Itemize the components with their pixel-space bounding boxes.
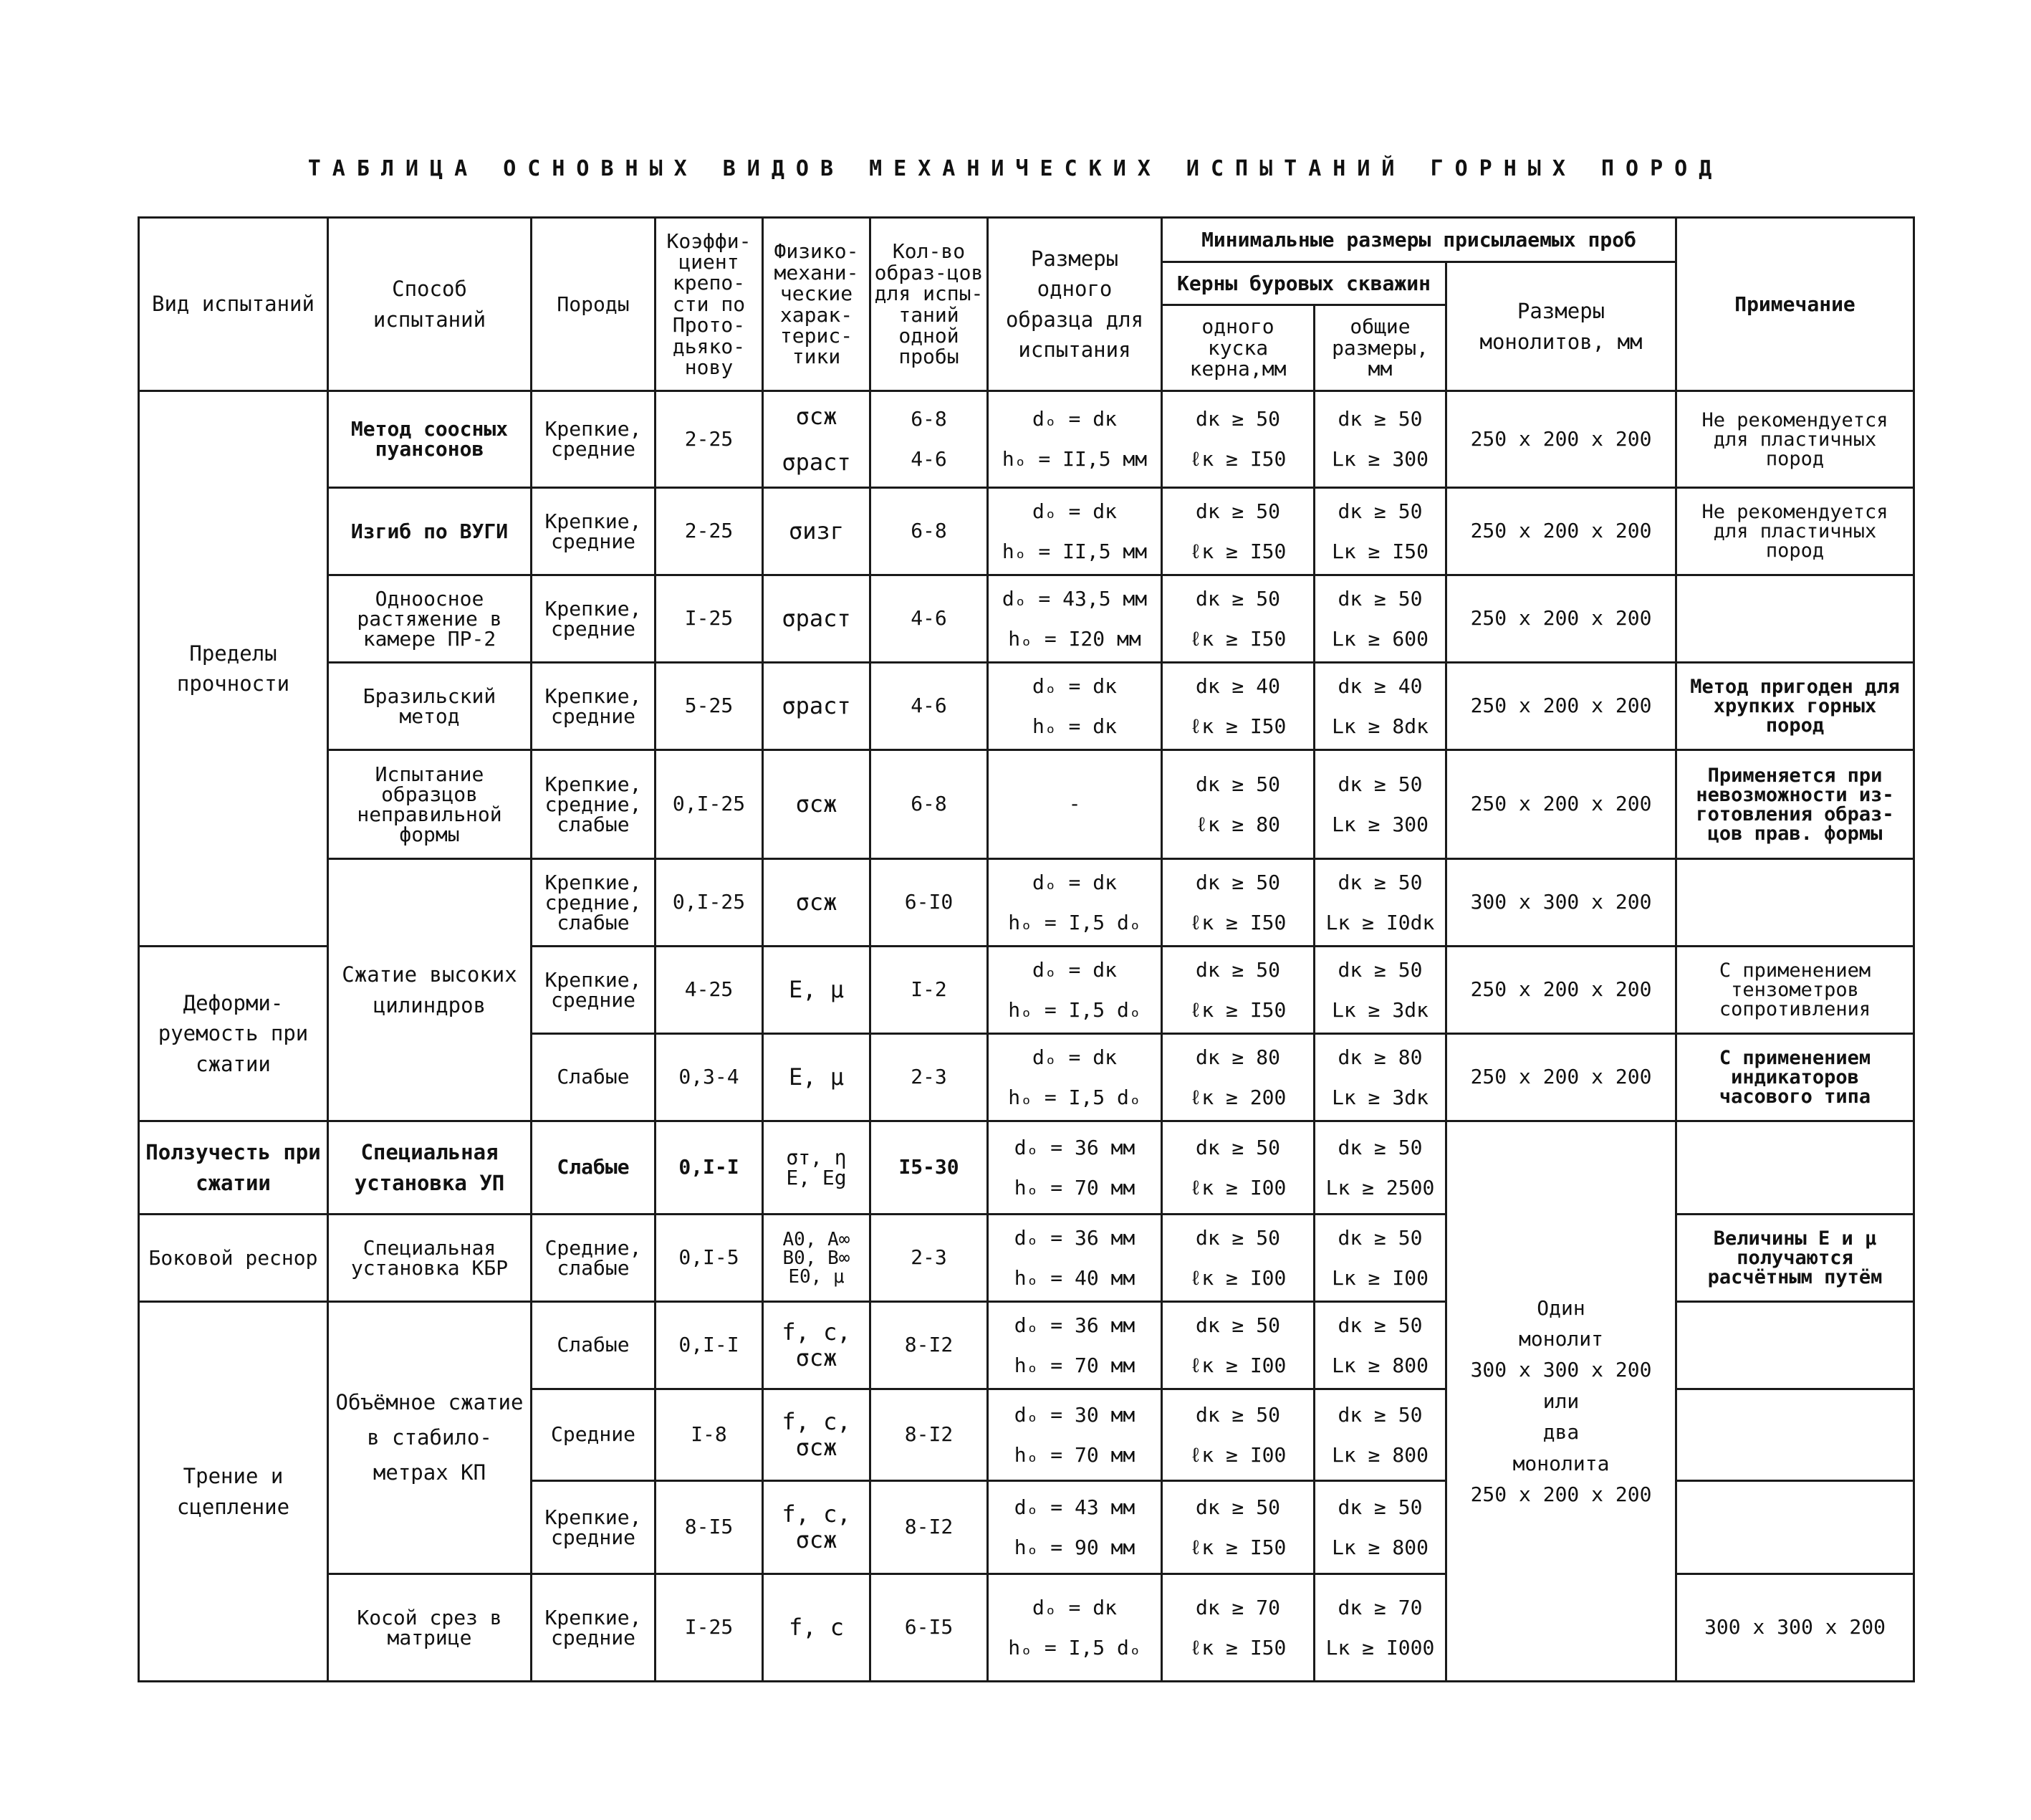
cell-prim: [1676, 575, 1914, 663]
header-min: Минимальные размеры присылаемых проб: [1162, 218, 1676, 262]
obshie-value: Lк ≥ I50: [1332, 539, 1429, 563]
monolit-line: или: [1542, 1389, 1580, 1413]
obshie-value: Lк ≥ 800: [1332, 1353, 1429, 1377]
cell-porody: Крепкие, средние: [532, 947, 656, 1034]
cell-kol: 8-I2: [870, 1481, 988, 1574]
cell-koef: 0,3-4: [656, 1034, 763, 1121]
cell-razm: [988, 1215, 1162, 1302]
group-polzuchest: Ползучесть при сжатии: [139, 1121, 328, 1215]
method-kosoi-srez: Косой срез в матрице: [328, 1574, 532, 1682]
odnogo-value: ℓк ≥ I00: [1189, 1265, 1287, 1290]
odnogo-value: ℓк ≥ 80: [1196, 812, 1280, 836]
cell-monolit: 300 x 300 x 200: [1676, 1574, 1914, 1682]
cell-fiz: [763, 1215, 870, 1302]
cell-obshie: [1315, 750, 1446, 859]
obshie-value: Lк ≥ I00: [1332, 1265, 1429, 1290]
obshie-value: Lк ≥ 300: [1332, 812, 1429, 836]
monolit-line: два: [1542, 1420, 1580, 1445]
cell-fiz: σраст: [763, 663, 870, 750]
cell-obshie: [1315, 947, 1446, 1034]
header-sposob: Способ испытаний: [328, 218, 532, 391]
razm-value: dₒ = 36 мм: [1014, 1225, 1135, 1250]
obshie-value: dк ≥ 50: [1338, 1313, 1423, 1337]
cell-obshie: [1315, 663, 1446, 750]
cell-prim: Не рекомендуется для пластичных пород: [1676, 488, 1914, 575]
tests-table: [138, 216, 1915, 1682]
header-kerny: Керны буровых скважин: [1162, 262, 1446, 305]
cell-razm: [988, 859, 1162, 947]
odnogo-value: dк ≥ 50: [1195, 1495, 1280, 1519]
method-szhatie: Сжатие высоких цилиндров: [328, 859, 532, 1121]
odnogo-value: dк ≥ 50: [1195, 1402, 1280, 1427]
cell-fiz: f, c, σсж: [763, 1389, 870, 1481]
group-predely: Пределы прочности: [139, 391, 328, 947]
cell-razm: [988, 1481, 1162, 1574]
cell-odnogo: [1162, 1215, 1315, 1302]
cell-fiz: σсж: [763, 750, 870, 859]
cell-odnogo: [1162, 947, 1315, 1034]
cell-prim: [1676, 1389, 1914, 1481]
odnogo-value: ℓк ≥ 200: [1189, 1085, 1287, 1109]
cell-monolit: 250 x 200 x 200: [1446, 1034, 1676, 1121]
cell-obshie: [1315, 391, 1446, 488]
cell-obshie: [1315, 1215, 1446, 1302]
cell-koef: 0,I-I: [656, 1302, 763, 1389]
header-razm: Размеры одного образца для испытания: [988, 218, 1162, 391]
cell-koef: 2-25: [656, 488, 763, 575]
fiz-value: σраст: [782, 449, 851, 476]
odnogo-value: dк ≥ 80: [1195, 1045, 1280, 1069]
page-title: ТАБЛИЦА ОСНОВНЫХ ВИДОВ МЕХАНИЧЕСКИХ ИСПЫТАНИЙ ГОРНЫХ ПОРОД: [307, 156, 1724, 181]
obshie-value: dк ≥ 50: [1338, 499, 1423, 523]
method-izgib: Изгиб по ВУГИ: [328, 488, 532, 575]
cell-monolit: 250 x 200 x 200: [1446, 488, 1676, 575]
cell-odnogo: [1162, 1121, 1315, 1215]
obshie-value: dк ≥ 50: [1338, 1225, 1423, 1250]
razm-value: hₒ = I20 мм: [1008, 626, 1141, 651]
header-odnogo: одного куска керна,мм: [1162, 305, 1315, 391]
cell-fiz: σизг: [763, 488, 870, 575]
cell-obshie: [1315, 1302, 1446, 1389]
cell-koef: 0,I-25: [656, 750, 763, 859]
obshie-value: Lк ≥ 3dк: [1332, 997, 1429, 1022]
cell-koef: 4-25: [656, 947, 763, 1034]
odnogo-value: ℓк ≥ I00: [1189, 1442, 1287, 1467]
header-koef: Коэффи-циент крепо-сти по Прото-дьяко-нову: [656, 218, 763, 391]
fiz-value: A0, A∞: [782, 1228, 850, 1250]
obshie-value: Lк ≥ 600: [1332, 626, 1429, 651]
cell-porody: Слабые: [532, 1121, 656, 1215]
odnogo-value: dк ≥ 50: [1195, 586, 1280, 610]
header-porody: Породы: [532, 218, 656, 391]
cell-kol: 4-6: [870, 663, 988, 750]
odnogo-value: ℓк ≥ I50: [1189, 626, 1287, 651]
cell-odnogo: [1162, 391, 1315, 488]
header-vid: Вид испытаний: [139, 218, 328, 391]
odnogo-value: ℓк ≥ I50: [1189, 910, 1287, 934]
odnogo-value: dк ≥ 40: [1195, 674, 1280, 698]
cell-prim: [1676, 1302, 1914, 1389]
obshie-value: dк ≥ 80: [1338, 1045, 1423, 1069]
cell-fiz: f, c, σсж: [763, 1481, 870, 1574]
header-fiz: Физико-механи-ческие харак-терис-тики: [763, 218, 870, 391]
method-pr2: Одноосное растяжение в камере ПР-2: [328, 575, 532, 663]
fiz-value: E, Eg: [786, 1165, 847, 1189]
cell-kol: 8-I2: [870, 1389, 988, 1481]
cell-fiz: [763, 391, 870, 488]
monolit-line: 250 x 200 x 200: [1470, 1482, 1652, 1506]
cell-koef: I-25: [656, 1574, 763, 1682]
header-monolit: Размеры монолитов, мм: [1446, 262, 1676, 391]
cell-fiz: E, μ: [763, 947, 870, 1034]
obshie-value: Lк ≥ I0dк: [1325, 910, 1435, 934]
obshie-value: dк ≥ 50: [1338, 1402, 1423, 1427]
odnogo-value: ℓк ≥ I50: [1189, 997, 1287, 1022]
method-kbr: Специальная установка КБР: [328, 1215, 532, 1302]
cell-obshie: [1315, 1389, 1446, 1481]
razm-value: dₒ = 36 мм: [1014, 1135, 1135, 1159]
method-soosnyh: Метод соосных пуансонов: [328, 391, 532, 488]
cell-prim: Не рекомендуется для пластичных пород: [1676, 391, 1914, 488]
cell-odnogo: [1162, 750, 1315, 859]
obshie-value: Lк ≥ I000: [1325, 1635, 1435, 1659]
obshie-value: dк ≥ 40: [1338, 674, 1423, 698]
cell-monolit: 250 x 200 x 200: [1446, 575, 1676, 663]
cell-odnogo: [1162, 663, 1315, 750]
razm-value: dₒ = 43 мм: [1014, 1495, 1135, 1519]
cell-koef: 0,I-I: [656, 1121, 763, 1215]
cell-razm: [988, 1034, 1162, 1121]
odnogo-value: dк ≥ 50: [1195, 957, 1280, 982]
razm-value: dₒ = dк: [1032, 407, 1117, 431]
cell-fiz: [763, 1121, 870, 1215]
cell-odnogo: [1162, 1034, 1315, 1121]
obshie-value: dк ≥ 50: [1338, 586, 1423, 610]
razm-value: dₒ = dк: [1032, 674, 1117, 698]
cell-kol: [870, 391, 988, 488]
method-nepravilnoi: Испытание образцов неправильной формы: [328, 750, 532, 859]
cell-prim: [1676, 1121, 1914, 1215]
odnogo-value: dк ≥ 50: [1195, 1135, 1280, 1159]
cell-porody: Крепкие, средние, слабые: [532, 859, 656, 947]
cell-porody: Крепкие, средние: [532, 391, 656, 488]
razm-value: hₒ = 70 мм: [1014, 1442, 1135, 1467]
obshie-value: Lк ≥ 300: [1332, 447, 1429, 471]
cell-kol: 6-I5: [870, 1574, 988, 1682]
cell-obshie: [1315, 1121, 1446, 1215]
cell-porody: Крепкие, средние: [532, 1481, 656, 1574]
razm-value: hₒ = 70 мм: [1014, 1353, 1135, 1377]
cell-porody: Средние, слабые: [532, 1215, 656, 1302]
razm-value: dₒ = dк: [1032, 499, 1117, 523]
cell-koef: I-8: [656, 1389, 763, 1481]
fiz-value: σт, η: [786, 1145, 847, 1169]
group-trenie: Трение и сцепление: [139, 1302, 328, 1682]
cell-koef: 2-25: [656, 391, 763, 488]
odnogo-value: dк ≥ 50: [1195, 870, 1280, 894]
cell-prim: [1676, 859, 1914, 947]
cell-prim: С применением тензометров сопротивления: [1676, 947, 1914, 1034]
cell-odnogo: [1162, 575, 1315, 663]
monolit-line: монолита: [1512, 1451, 1610, 1475]
odnogo-value: ℓк ≥ I00: [1189, 1353, 1287, 1377]
cell-kol: 6-8: [870, 750, 988, 859]
odnogo-value: ℓк ≥ I50: [1189, 1635, 1287, 1659]
cell-razm: [988, 1121, 1162, 1215]
cell-kol: 6-8: [870, 488, 988, 575]
obshie-value: dк ≥ 70: [1338, 1595, 1423, 1619]
obshie-value: Lк ≥ 2500: [1325, 1175, 1435, 1199]
cell-kol: 2-3: [870, 1034, 988, 1121]
cell-koef: I-25: [656, 575, 763, 663]
cell-prim: Величины E и μ получаются расчётным путём: [1676, 1215, 1914, 1302]
cell-koef: 8-I5: [656, 1481, 763, 1574]
cell-koef: 0,I-5: [656, 1215, 763, 1302]
header-prim: Примечание: [1676, 218, 1914, 391]
cell-odnogo: [1162, 859, 1315, 947]
method-up: Специальная установка УП: [328, 1121, 532, 1215]
cell-monolit: 300 x 300 x 200: [1446, 859, 1676, 947]
kol-value: 4-6: [911, 447, 947, 471]
razm-value: hₒ = I,5 dₒ: [1008, 1085, 1141, 1109]
odnogo-value: dк ≥ 50: [1195, 1313, 1280, 1337]
cell-prim: С применением индикаторов часового типа: [1676, 1034, 1914, 1121]
cell-prim: Метод пригоден для хрупких горных пород: [1676, 663, 1914, 750]
obshie-value: Lк ≥ 800: [1332, 1442, 1429, 1467]
odnogo-value: ℓк ≥ I50: [1189, 539, 1287, 563]
cell-odnogo: [1162, 1302, 1315, 1389]
razm-value: hₒ = 40 мм: [1014, 1265, 1135, 1290]
method-brazil: Бразильский метод: [328, 663, 532, 750]
monolit-line: монолит: [1519, 1327, 1604, 1351]
odnogo-value: dк ≥ 70: [1195, 1595, 1280, 1619]
obshie-value: dк ≥ 50: [1338, 1495, 1423, 1519]
cell-porody: Средние: [532, 1389, 656, 1481]
cell-razm: [988, 391, 1162, 488]
cell-porody: Крепкие, средние, слабые: [532, 750, 656, 859]
razm-value: dₒ = dк: [1032, 1045, 1117, 1069]
cell-kol: I5-30: [870, 1121, 988, 1215]
razm-value: dₒ = dк: [1032, 1595, 1117, 1619]
cell-razm: [988, 575, 1162, 663]
cell-fiz: E, μ: [763, 1034, 870, 1121]
kol-value: 6-8: [911, 407, 947, 431]
odnogo-value: dк ≥ 50: [1195, 407, 1280, 431]
obshie-value: Lк ≥ 8dк: [1332, 714, 1429, 738]
razm-value: dₒ = dк: [1032, 870, 1117, 894]
cell-kol: 2-3: [870, 1215, 988, 1302]
cell-porody: Крепкие, средние: [532, 488, 656, 575]
cell-obshie: [1315, 575, 1446, 663]
odnogo-value: ℓк ≥ I50: [1189, 447, 1287, 471]
fiz-value: B0, B∞: [782, 1247, 850, 1269]
cell-razm: [988, 1389, 1162, 1481]
cell-porody: Слабые: [532, 1302, 656, 1389]
cell-kol: 6-I0: [870, 859, 988, 947]
header-kol: Кол-во образ-цов для испы-таний одной пробы: [870, 218, 988, 391]
group-deform: Деформи-руемость при сжатии: [139, 947, 328, 1121]
razm-value: dₒ = dк: [1032, 957, 1117, 982]
cell-razm: -: [988, 750, 1162, 859]
cell-porody: Слабые: [532, 1034, 656, 1121]
cell-fiz: σраст: [763, 575, 870, 663]
cell-obshie: [1315, 1034, 1446, 1121]
razm-value: dₒ = 43,5 мм: [1002, 586, 1148, 610]
odnogo-value: ℓк ≥ I50: [1189, 1535, 1287, 1559]
obshie-value: dк ≥ 50: [1338, 1135, 1423, 1159]
cell-fiz: f, c, σсж: [763, 1302, 870, 1389]
cell-koef: 0,I-25: [656, 859, 763, 947]
cell-odnogo: [1162, 1389, 1315, 1481]
razm-value: dₒ = 36 мм: [1014, 1313, 1135, 1337]
cell-prim: [1676, 1481, 1914, 1574]
cell-odnogo: [1162, 1574, 1315, 1682]
razm-value: hₒ = I,5 dₒ: [1008, 1635, 1141, 1659]
cell-fiz: σсж: [763, 859, 870, 947]
cell-prim: Применяется при невозможности из-готовления образ-цов прав. формы: [1676, 750, 1914, 859]
monolit-line: 300 x 300 x 200: [1470, 1358, 1652, 1382]
razm-value: hₒ = II,5 мм: [1002, 447, 1148, 471]
razm-value: hₒ = I,5 dₒ: [1008, 910, 1141, 934]
cell-razm: [988, 1302, 1162, 1389]
obshie-value: Lк ≥ 3dк: [1332, 1085, 1429, 1109]
fiz-value: E0, μ: [788, 1265, 845, 1288]
method-kp: Объёмное сжатие в стабило-метрах КП: [328, 1302, 532, 1574]
cell-porody: Крепкие, средние: [532, 575, 656, 663]
obshie-value: dк ≥ 50: [1338, 407, 1423, 431]
razm-value: hₒ = 90 мм: [1014, 1535, 1135, 1559]
razm-value: hₒ = 70 мм: [1014, 1175, 1135, 1199]
cell-obshie: [1315, 859, 1446, 947]
odnogo-value: dк ≥ 50: [1195, 1225, 1280, 1250]
cell-monolit: 250 x 200 x 200: [1446, 663, 1676, 750]
cell-obshie: [1315, 1481, 1446, 1574]
cell-porody: Крепкие, средние: [532, 663, 656, 750]
razm-value: hₒ = II,5 мм: [1002, 539, 1148, 563]
cell-monolit-merged: [1446, 1121, 1676, 1682]
cell-razm: [988, 488, 1162, 575]
obshie-value: dк ≥ 50: [1338, 957, 1423, 982]
cell-porody: Крепкие, средние: [532, 1574, 656, 1682]
header-obshie: общие размеры, мм: [1315, 305, 1446, 391]
odnogo-value: ℓк ≥ I00: [1189, 1175, 1287, 1199]
odnogo-value: dк ≥ 50: [1195, 772, 1280, 796]
cell-monolit: 250 x 200 x 200: [1446, 391, 1676, 488]
cell-fiz: f, c: [763, 1574, 870, 1682]
razm-value: hₒ = I,5 dₒ: [1008, 997, 1141, 1022]
fiz-value: σсж: [795, 403, 837, 430]
cell-obshie: [1315, 1574, 1446, 1682]
cell-obshie: [1315, 488, 1446, 575]
obshie-value: dк ≥ 50: [1338, 870, 1423, 894]
cell-monolit: 250 x 200 x 200: [1446, 947, 1676, 1034]
obshie-value: Lк ≥ 800: [1332, 1535, 1429, 1559]
monolit-line: Один: [1537, 1295, 1585, 1320]
cell-monolit: 250 x 200 x 200: [1446, 750, 1676, 859]
cell-razm: [988, 663, 1162, 750]
cell-kol: 8-I2: [870, 1302, 988, 1389]
obshie-value: dк ≥ 50: [1338, 772, 1423, 796]
razm-value: hₒ = dк: [1032, 714, 1117, 738]
cell-razm: [988, 947, 1162, 1034]
cell-koef: 5-25: [656, 663, 763, 750]
razm-value: dₒ = 30 мм: [1014, 1402, 1135, 1427]
cell-razm: [988, 1574, 1162, 1682]
odnogo-value: dк ≥ 50: [1195, 499, 1280, 523]
odnogo-value: ℓк ≥ I50: [1189, 714, 1287, 738]
cell-kol: 4-6: [870, 575, 988, 663]
cell-kol: I-2: [870, 947, 988, 1034]
cell-odnogo: [1162, 488, 1315, 575]
cell-odnogo: [1162, 1481, 1315, 1574]
group-bokovoi: Боковой реснор: [139, 1215, 328, 1302]
